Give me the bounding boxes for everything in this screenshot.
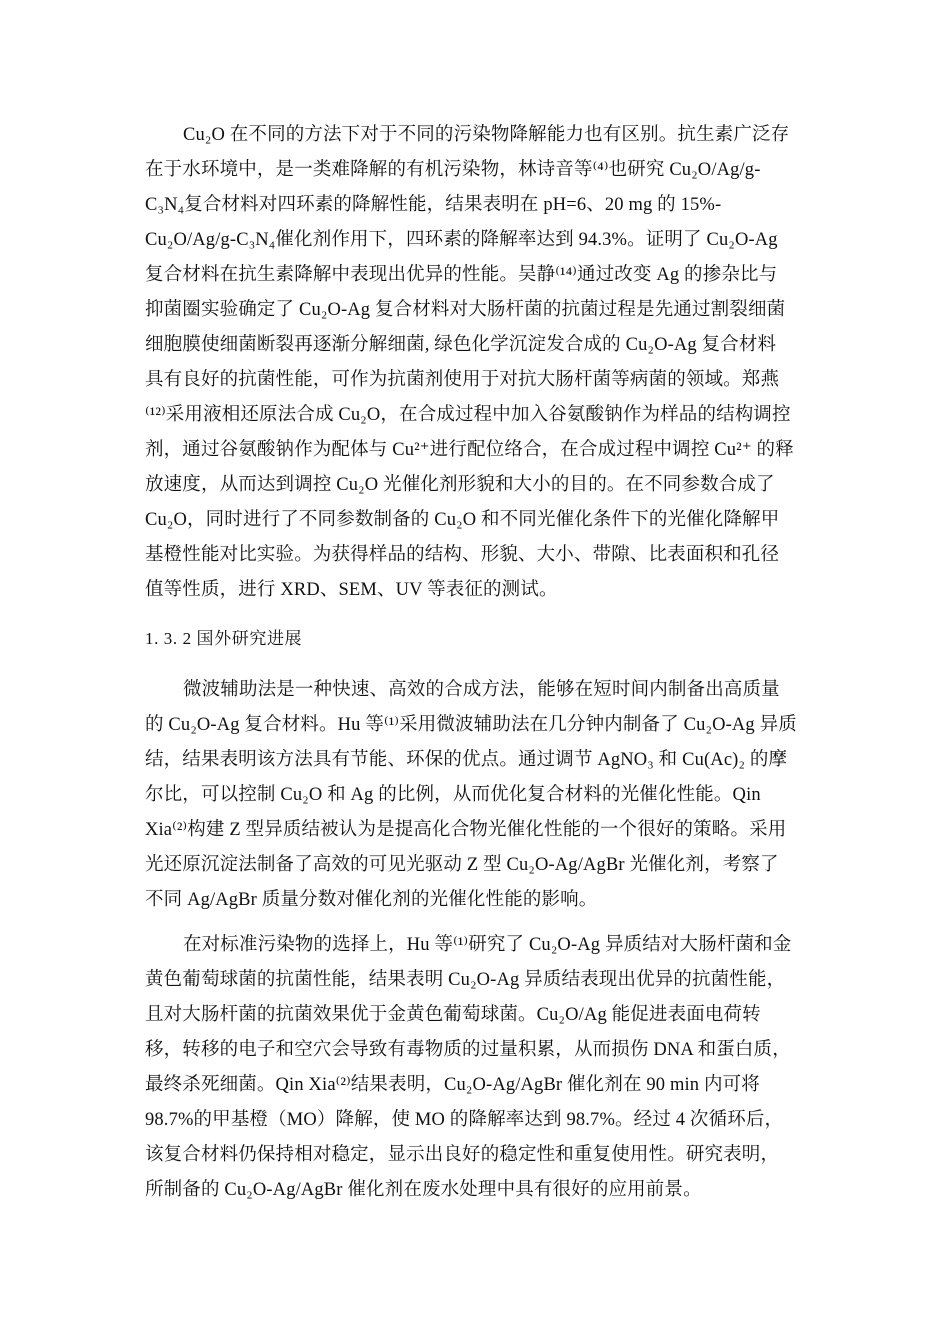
text-line: 复合材料在抗生素降解中表现出优异的性能。吴静⁽¹⁴⁾通过改变 Ag 的掺杂比与 [145,265,778,285]
text-line: 具有良好的抗菌性能，可作为抗菌剂使用于对抗大肠杆菌等病菌的领域。郑燕 [145,370,780,390]
text-line: 最终杀死细菌。Qin Xia⁽²⁾结果表明，Cu₂O-Ag/AgBr 催化剂在 90 min 内可将 [145,1075,760,1095]
text-line: 结，结果表明该方法具有节能、环保的优点。通过调节 AgNO₃ 和 Cu(Ac)₂ 的摩 [145,750,788,770]
text-line: C₃N₄复合材料对四环素的降解性能，结果表明在 pH=6、20 mg 的 15%- [145,195,722,215]
text-line: 98.7%的甲基橙（MO）降解，使 MO 的降解率达到 98.7%。经过 4 次循环后， [145,1110,784,1130]
text-line: Cu₂O/Ag/g-C₃N₄催化剂作用下，四环素的降解率达到 94.3%。证明了 Cu₂O-Ag [145,230,778,250]
text-line: 尔比，可以控制 Cu₂O 和 Ag 的比例，从而优化复合材料的光催化性能。Qin [145,785,761,805]
text-line: ⁽¹²⁾采用液相还原法合成 Cu₂O，在合成过程中加入谷氨酸钠作为样品的结构调控 [145,405,791,425]
text-line: 在于水环境中，是一类难降解的有机污染物，林诗音等⁽⁴⁾也研究 Cu₂O/Ag/g- [145,160,761,180]
text-line: 且对大肠杆菌的抗菌效果优于金黄色葡萄球菌。Cu₂O/Ag 能促进表面电荷转 [145,1005,761,1025]
text-line: 抑菌圈实验确定了 Cu₂O-Ag 复合材料对大肠杆菌的抗菌过程是先通过割裂细菌 [145,300,786,320]
text-line: 光还原沉淀法制备了高效的可见光驱动 Z 型 Cu₂O-Ag/AgBr 光催化剂，考察了 [145,855,779,875]
text-line: 细胞膜使细菌断裂再逐渐分解细菌, 绿色化学沉淀发合成的 Cu₂O-Ag 复合材料 [145,335,777,355]
text-line: 黄色葡萄球菌的抗菌性能，结果表明 Cu₂O-Ag 异质结表现出优异的抗菌性能， [145,970,786,990]
text-line: 不同 Ag/AgBr 质量分数对催化剂的光催化性能的影响。 [145,890,598,910]
text-line: 值等性质，进行 XRD、SEM、UV 等表征的测试。 [145,580,558,600]
text-line: 放速度，从而达到调控 Cu₂O 光催化剂形貌和大小的目的。在不同参数合成了 [145,475,775,495]
text-line: Cu₂O，同时进行了不同参数制备的 Cu₂O 和不同光催化条件下的光催化降解甲 [145,510,780,530]
text-line: 基橙性能对比实验。为获得样品的结构、形貌、大小、带隙、比表面积和孔径 [145,545,780,565]
text-line: Xia⁽²⁾构建 Z 型异质结被认为是提高化合物光催化性能的一个很好的策略。采用 [145,820,787,840]
text-line: 所制备的 Cu₂O-Ag/AgBr 催化剂在废水处理中具有很好的应用前景。 [145,1180,702,1200]
text-line: 移，转移的电子和空穴会导致有毒物质的过量积累，从而损伤 DNA 和蛋白质， [145,1040,791,1060]
text-line: 在对标准污染物的选择上，Hu 等⁽¹⁾研究了 Cu₂O-Ag 异质结对大肠杆菌和金 [183,935,792,955]
text-line: Cu₂O 在不同的方法下对于不同的污染物降解能力也有区别。抗生素广泛存 [183,125,790,145]
text-line: 的 Cu₂O-Ag 复合材料。Hu 等⁽¹⁾采用微波辅助法在几分钟内制备了 Cu₂O-Ag 异质 [145,715,797,735]
text-line: 剂，通过谷氨酸钠作为配体与 Cu²⁺进行配位络合，在合成过程中调控 Cu²⁺ 的释 [145,440,794,460]
text-line: 微波辅助法是一种快速、高效的合成方法，能够在短时间内制备出高质量 [183,680,780,700]
section-heading: 1. 3. 2 国外研究进展 [145,629,303,648]
text-line: 该复合材料仍保持相对稳定，显示出良好的稳定性和重复使用性。研究表明， [145,1145,780,1165]
